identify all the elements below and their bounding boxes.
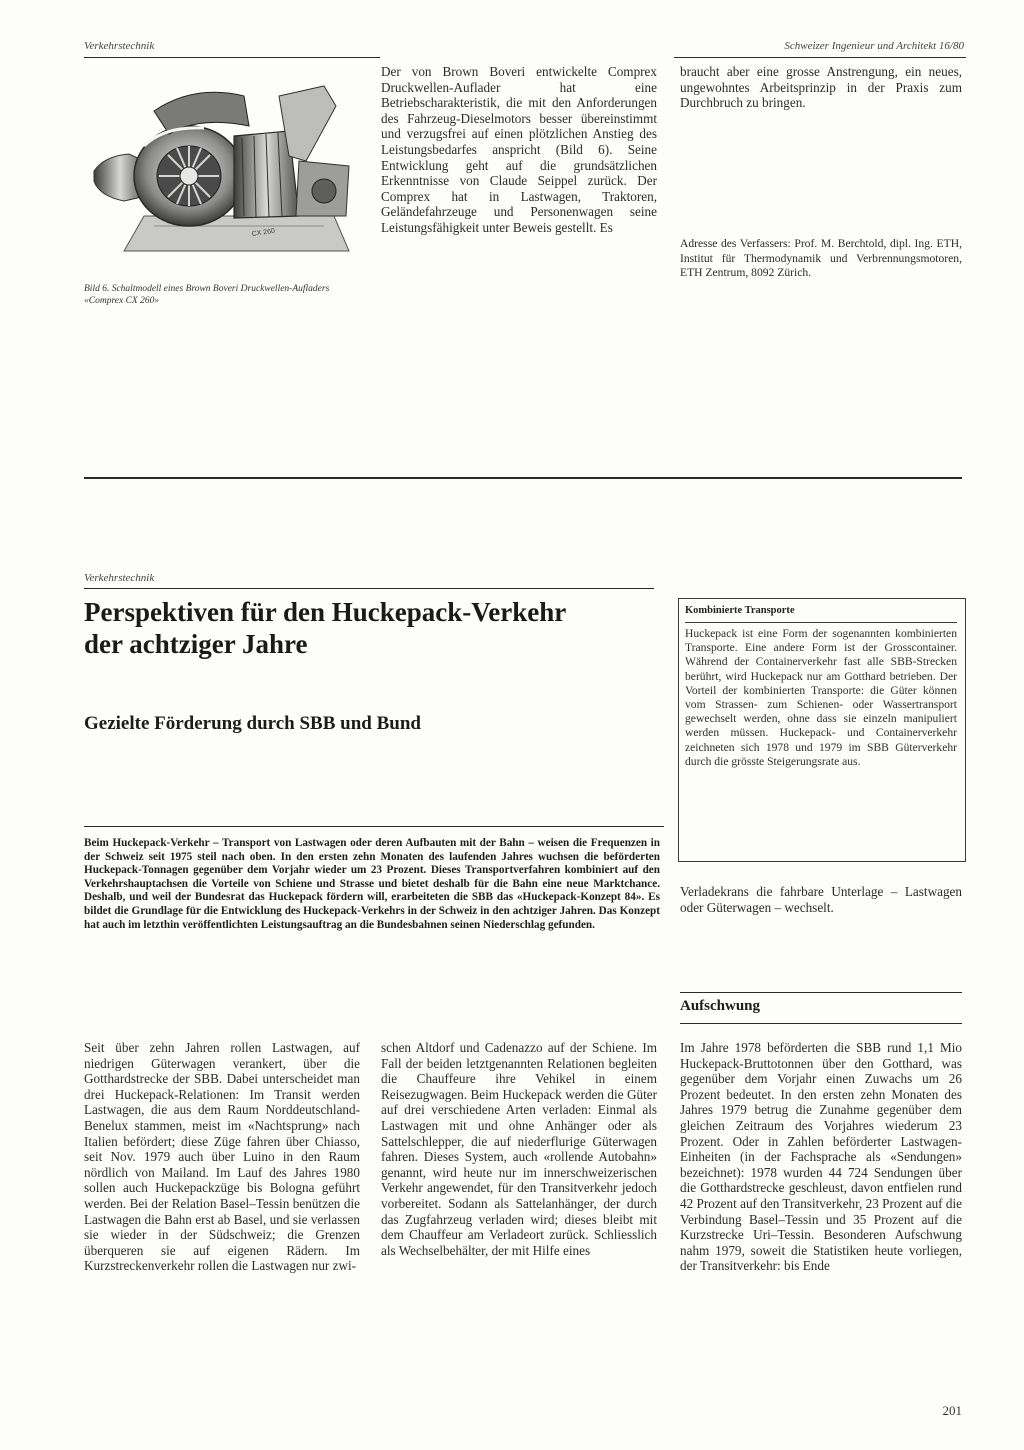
running-header-right: Schweizer Ingenieur und Architekt 16/80 (784, 40, 964, 52)
article-kicker: Verkehrstechnik (84, 572, 155, 584)
top-column-2: Der von Brown Boveri entwickelte Comprex Druckwellen-Auflader hat eine Betriebscharakteristik, die mit den Anforderungen des Fahrzeug-Dieselmotors besser übereinstimmt und verzugsfrei auf einen plötzlichen Anstieg des Leistungsbedarfes anspricht (Bild 6). Seine Entwicklung geht auf die grundsätzlichen Erkenntnisse von Claude Seippel zurück. Der Comprex hat in Lastwagen, Traktoren, Geländefahrzeuge und Personenwagen seine Leistungsfähigkeit unter Beweis gestellt. Es (381, 64, 657, 235)
column-3-continuation: Verladekrans die fahrbare Unterlage – Lastwagen oder Güterwagen – wechselt. (680, 884, 962, 915)
author-address: Adresse des Verfassers: Prof. M. Berchtold, dipl. Ing. ETH, Institut für Thermodynamik und Verbrennungsmotoren, ETH Zentrum, 8092 Zürich. (680, 237, 962, 280)
figure-caption: Bild 6. Schaltmodell eines Brown Boveri Druckwellen-Aufladers «Comprex CX 260» (84, 284, 330, 306)
header-rule-right (674, 57, 966, 58)
section-text-aufschwung: Im Jahre 1978 beförderten die SBB rund 1,1 Mio Huckepack-Bruttotonnen über den Gotthard, was gegenüber dem Vorjahr einen Zuwachs um 26 Prozent bedeutet. In den ersten zehn Monaten des Jahres 1979 betrug die Zunahme gegenüber dem gleichen Zeitraum des Vorjahres wiederum 23 Prozent. Oder in Zahlen beförderter Lastwagen-Einheiten (in der Fachsprache als «Sendungen» bezeichnet): 1978 wurden 44 724 Sendungen über die Gotthardstrecke geschleust, davon entfielen rund 42 Prozent auf den Transitverkehr, 23 Prozent auf die Verbindung Basel–Tessin und 35 Prozent auf die Kurzstrecke Uri–Tessin. Besonderen Aufschwung nahm 1979, soweit die Statistiken heute vorliegen, der Transitverkehr: bis Ende (680, 1040, 962, 1274)
top-column-3: braucht aber eine grosse Anstrengung, ein neues, ungewohntes Arbeitsprinzip in der Praxis zum Durchbruch zu bringen. (680, 64, 962, 111)
figure-photo (84, 66, 364, 271)
body-column-2: schen Altdorf und Cadenazzo auf der Schiene. Im Fall der beiden letztgenannten Relationen begleiten die Chauffeure ihre Vehikel in einem Reisezugwagen. Beim Huckepack werden die Güter auf drei verschiedene Arten verladen: Einmal als Lastwagen mit und ohne Anhänger oder als Sattelschlepper, die auf niederflurige Güterwagen fahren. Dieses System, auch «rollende Autobahn» genannt, wird heute nur im innerschweizerischen Verkehr angewendet, für den Transitverkehr jedoch vorbereitet. Sodann als Sattelanhänger, der durch das Zugfahrzeug verladen wird; dieses bleibt mit dem Chauffeur am Verladeort zurück. Schliesslich als Wechselbehälter, der mit Hilfe eines (381, 1040, 657, 1258)
kicker-rule (84, 588, 654, 589)
lead-rule (84, 826, 664, 827)
svg-text:CX 260: CX 260 (251, 227, 276, 238)
sidebar-box (678, 598, 966, 862)
article-title-line-1: Perspektiven für den Huckepack-Verkehr (84, 597, 567, 627)
running-header-left: Verkehrstechnik (84, 40, 155, 52)
section-heading-aufschwung: Aufschwung (680, 998, 761, 1014)
article-lead: Beim Huckepack-Verkehr – Transport von Lastwagen oder deren Aufbauten mit der Bahn – weisen die Frequenzen in der Schweiz seit 1975 steil nach oben. In den ersten zehn Monaten des laufenden Jahres wuchsen die beförderten Huckepack-Tonnagen gegenüber dem Vorjahr wieder um 23 Prozent. Dieses Transportverfahren kombiniert auf den Verkehrshauptachsen die Vorteile von Schiene und Strasse und bietet deshalb für die Bahn eine neue Marktchance. Deshalb, und weil der Bundesrat das Huckepack fördern will, erarbeiteten die SBB das «Huckepack-Konzept 84». Es bildet die Grundlage für die Entwicklung des Huckepack-Verkehrs in der Schweiz in den achtziger Jahren. Das Konzept hat auch im letzthin veröffentlichten Leistungsauftrag an die Bundesbahnen seinen Niederschlag gefunden. (84, 837, 660, 931)
header-rule-left (84, 57, 380, 58)
turbocharger-cutaway-icon (84, 66, 364, 271)
page-number: 201 (942, 1403, 962, 1418)
article-divider (84, 477, 962, 479)
article-subtitle: Gezielte Förderung durch SBB und Bund (84, 713, 421, 734)
sidebar-title: Kombinierte Transporte (685, 605, 795, 616)
section-rule-top (680, 992, 962, 993)
article-title-line-2: der achtziger Jahre (84, 629, 308, 659)
sidebar-text: Huckepack ist eine Form der sogenannten kombinierten Transporte. Eine andere Form ist der Grosscontainer. Während der Containerverkehr fast alle SBB-Strecken berührt, wird Huckepack nur am Gotthard betrieben. Der Vorteil der kombinierten Transporte: die Güter können vom Strassen- zum Schienen- oder Wassertransport gewechselt werden, ohne dass sie einzeln manipuliert werden müssen. Huckepack- und Containerverkehr zeichneten sich 1978 und 1979 im SBB Güterverkehr durch die grösste Steigerungsrate aus. (685, 627, 957, 768)
section-rule-bottom (680, 1023, 962, 1024)
body-column-1: Seit über zehn Jahren rollen Lastwagen, auf niedrigen Güterwagen verankert, über die Gotthardstrecke der SBB. Dabei unterscheidet man drei Huckepack-Relationen: Im Transit werden Lastwagen, die aus dem Raum Norddeutschland-Benelux stammen, meist im «Nachtsprung» nach Italien befördert; diese Züge fahren über Chiasso, seit Nov. 1979 auch über Luino in den Raum nördlich von Mailand. Im Lauf des Jahres 1980 sollen auch Huckepackzüge bis Bologna geführt werden. Bei der Relation Basel–Tessin benützen die Lastwagen die Bahn erst ab Basel, und sie verlassen sie wieder in der Südschweiz; die Grenzen überqueren sie auf eigenen Rädern. Im Kurzstreckenverkehr rollen die Lastwagen nur zwi- (84, 1040, 360, 1274)
article-title (84, 596, 674, 660)
sidebar-rule (685, 622, 957, 623)
